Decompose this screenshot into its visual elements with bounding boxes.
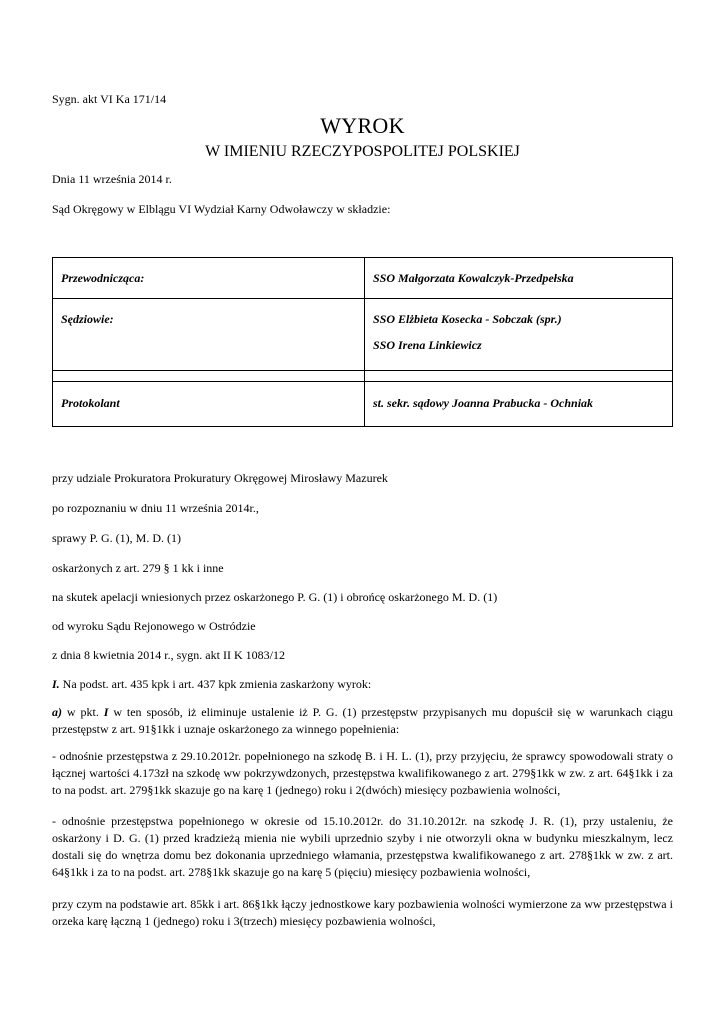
table-row [53,299,673,371]
judgment-subtitle: W IMIENIU RZECZYPOSPOLITEJ POLSKIEJ [205,143,520,160]
clerk-value: st. sekr. sądowy Joanna Prabucka - Ochniak [365,382,673,427]
paragraph-prosecutor: przy udziale Prokuratora Prokuratury Okręgowej Mirosławy Mazurek [52,471,388,485]
table-row [53,258,673,299]
case-number: Sygn. akt VI Ka 171/14 [52,92,167,106]
paragraph-point-I [52,676,673,693]
judges-label: Sędziowie: [53,299,365,371]
empty-cell [53,371,365,382]
clerk-label: Protokolant [53,382,365,427]
paragraph-case-parties: sprawy P. G. (1), M. D. (1) [52,531,181,545]
paragraph-lower-court: od wyroku Sądu Rejonowego w Ostródzie [52,619,256,633]
paragraph-hearing-date: po rozpoznaniu w dniu 11 września 2014r., [52,501,259,515]
empty-cell [365,371,673,382]
judges-cell [365,299,673,371]
paragraph-point-a [52,704,673,738]
subpoint-text-start: w pkt. [62,705,104,719]
judgment-date: Dnia 11 września 2014 r. [52,172,172,186]
panel-table [52,257,673,427]
chair-value: SSO Małgorzata Kowalczyk-Przedpełska [365,258,673,299]
table-row [53,382,673,427]
paragraph-combined-sentence: przy czym na podstawie art. 85kk i art. 86§1kk łączy jednostkowe kary pozbawienia wolności wymierzone za ww przestępstwa i orzeka karę łączną 1 (jednego) roku i 3(trzech) miesięcy pozbawienia wolności, [52,897,673,928]
judgment-title: WYROK [320,113,405,138]
paragraph-offence-2: - odnośnie przestępstwa popełnionego w okresie od 15.10.2012r. do 31.10.2012r. na szkodę J. R. (1), przy ustaleniu, że oskarżony i D. G. (1) przed kradzieżą mienia nie wybili uprzednio szyby i nie otworzyli okna w budynku mieszkalnym, lecz dostali się do wnętrza domu bez dokonania uprzedniego włamania, przestępstwa kwalifikowanego z art. 278§1kk w zw. z art. 64§1kk i za to na podst. art. 278§1kk skazuje go na karę 5 (pięciu) miesięcy pozbawienia wolności, [52,814,673,879]
chair-label: Przewodnicząca: [53,258,365,299]
point-marker: I. [52,677,60,691]
paragraph-appeals: na skutek apelacji wniesionych przez oskarżonego P. G. (1) i obrońcę oskarżonego M. D. (1) [52,590,498,604]
point-text: Na podst. art. 435 kpk i art. 437 kpk zmienia zaskarżony wyrok: [59,677,372,691]
point-reference: I [103,705,109,719]
judge-1: SSO Elżbieta Kosecka - Sobczak (spr.) [373,312,562,326]
subpoint-text: w ten sposób, iż eliminuje ustalenie iż P. G. (1) przestępstw przypisanych mu dopuścił się w warunkach ciągu przestępstw z art. 91§1kk i uznaje oskarżonego za winnego popełnienia: [52,705,673,736]
paragraph-charges: oskarżonych z art. 279 § 1 kk i inne [52,561,224,575]
paragraph-offence-1: - odnośnie przestępstwa z 29.10.2012r. popełnionego na szkodę B. i H. L. (1), przy przyjęciu, że sprawcy spowodowali straty o łącznej wartości 4.173zł na szkodę ww pokrzywdzonych, przestępstwa kwalifikowanego z art. 279§1kk w zw. z art. 64§1kk i za to na podst. art. 279§1kk skazuje go na karę 1 (jednego) roku i 2(dwóch) miesięcy pozbawienia wolności, [52,749,673,797]
court-composition: Sąd Okręgowy w Elblągu VI Wydział Karny Odwoławczy w składzie: [52,202,391,216]
table-row [53,371,673,382]
subpoint-marker: a) [52,705,62,719]
judge-2: SSO Irena Linkiewicz [373,338,482,352]
paragraph-lower-court-date: z dnia 8 kwietnia 2014 r., sygn. akt II K 1083/12 [52,648,285,662]
